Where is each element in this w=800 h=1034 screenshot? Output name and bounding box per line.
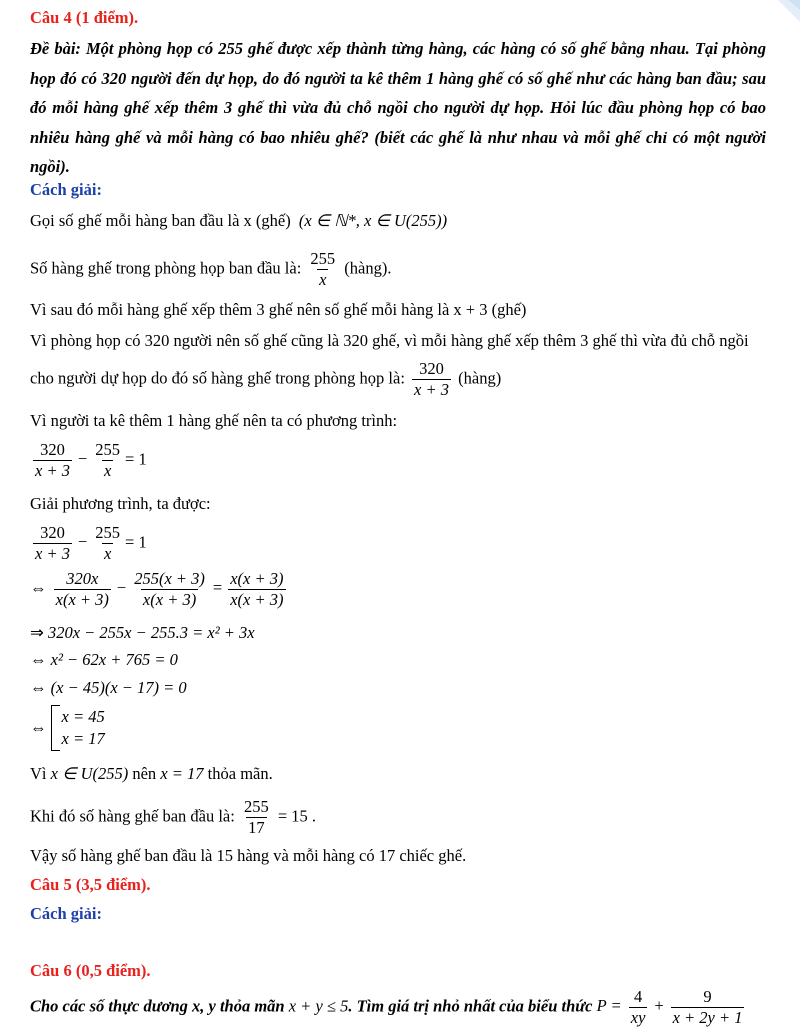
equation-4: ⇒ 320x − 255x − 255.3 = x² + 3x xyxy=(30,623,255,642)
solution-line-4: Vì phòng họp có 320 người nên số ghế cũng là 320 ghế, vì mỗi hàng ghế xếp thêm 3 ghế thì vừa đủ chỗ ngồi xyxy=(30,331,749,350)
equation-6: ⇔ (x − 45)(x − 17) = 0 xyxy=(30,678,187,697)
corner-decoration-icon xyxy=(760,0,800,30)
variable-condition: (x ∈ ℕ*, x ∈ U(255)) xyxy=(298,211,448,230)
question-4-problem: Đề bài: Một phòng họp có 255 ghế được xếp thành từng hàng, các hàng có số ghế bằng nhau. Tại phòng họp đó có 320 người đến dự họp, do đó người ta kê thêm 1 hàng ghế có số ghế như các hàng ban đầu; sau đó mỗi hàng ghế xếp thêm 3 ghế thì vừa đủ chỗ ngồi cho người dự họp. Hỏi lúc đầu phòng họp có bao nhiêu hàng ghế và mỗi hàng có bao nhiêu ghế? (biết các ghế là như nhau và mỗi ghế chỉ có một người ngồi). xyxy=(30,39,766,177)
question-6-heading: Câu 6 (0,5 điểm). xyxy=(30,961,151,980)
question-4-heading: Câu 4 (1 điểm). xyxy=(30,8,139,27)
solution-line-1: Gọi số ghế mỗi hàng ban đầu là x (ghế) (x ∈ ℕ*, x ∈ U(255)) xyxy=(30,211,448,230)
equivalence-icon: ⇔ xyxy=(30,678,47,697)
equation-2: $\frac{320}{x + 3}$ − $\frac{255}{x}$ = 1 xyxy=(35,523,147,563)
fraction-320-over-x-plus-3: $\frac{320}{x + 3}$ xyxy=(414,359,450,399)
equation-system: ⇔ x = 45 x = 17 xyxy=(30,705,105,751)
equivalence-icon: ⇔ xyxy=(30,650,47,669)
expression-p: P = $\frac{4}{xy}$ + $\frac{9}{x + 2y + 1}$ xyxy=(596,987,743,1027)
question-6-problem: Cho các số thực dương x, y thỏa mãn x + y ≤ 5. Tìm giá trị nhỏ nhất của biểu thức P = $\frac{4}{xy}$ + $\frac{9}{x + 2y + 1}$ xyxy=(30,988,747,1027)
question-5-heading: Câu 5 (3,5 điểm). xyxy=(30,875,151,894)
implies-icon: ⇒ xyxy=(30,623,44,642)
solution-line-5: cho người dự họp do đó số hàng ghế trong phòng họp là: $\frac{320}{x + 3}$ (hàng) xyxy=(30,359,502,399)
solution-line-6: Vì người ta kê thêm 1 hàng ghế nên ta có phương trình: xyxy=(30,411,398,430)
equation-1: $\frac{320}{x + 3}$ − $\frac{255}{x}$ = 1 xyxy=(35,440,147,480)
equivalence-icon: ⇔ xyxy=(30,718,47,737)
question-5-solution-label: Cách giải: xyxy=(30,904,102,923)
solution-line-9: Khi đó số hàng ghế ban đầu là: $\frac{255}{17}$ = 15 . xyxy=(30,797,317,837)
fraction-255-over-17: $\frac{255}{17}$ xyxy=(243,797,269,837)
solution-conclusion: Vậy số hàng ghế ban đầu là 15 hàng và mỗi hàng có 17 chiếc ghế. xyxy=(30,846,467,865)
fraction-255-over-x: $\frac{255}{x}$ xyxy=(310,249,336,289)
equation-3: ⇔ $\frac{320x}{x(x + 3)}$ − $\frac{255(x + 3)}{x(x + 3)}$ = $\frac{x(x + 3)}{x(x + 3)}$ xyxy=(30,569,284,609)
question-4-solution-label: Cách giải: xyxy=(30,180,102,199)
solution-line-8: Vì x ∈ U(255) nên x = 17 thỏa mãn. xyxy=(30,764,273,783)
solution-line-2: Số hàng ghế trong phòng họp ban đầu là: $\frac{255}{x}$ (hàng). xyxy=(30,249,392,289)
bracket-icon xyxy=(51,705,60,751)
equivalence-icon: ⇔ xyxy=(30,578,47,598)
solution-line-3: Vì sau đó mỗi hàng ghế xếp thêm 3 ghế nên số ghế mỗi hàng là x + 3 (ghế) xyxy=(30,300,527,319)
solution-line-7: Giải phương trình, ta được: xyxy=(30,494,211,513)
equation-5: ⇔ x² − 62x + 765 = 0 xyxy=(30,650,178,669)
